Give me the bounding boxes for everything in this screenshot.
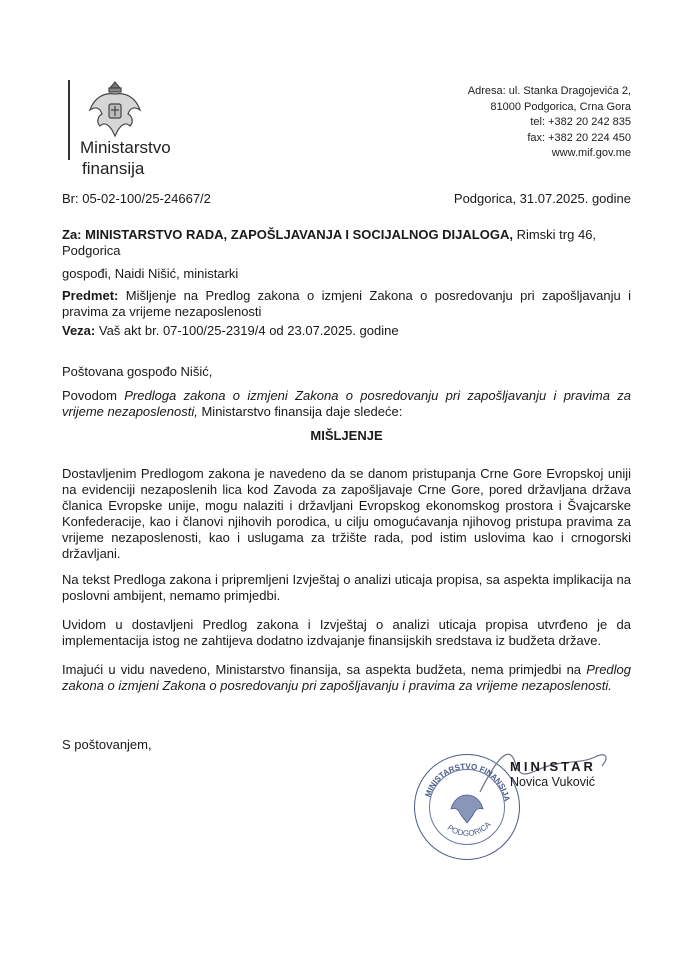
paragraph-1: Dostavljenim Predlogom zakona je navedeno da se danom pristupanja Crne Gore Evropskoj uniji na evidenciji nezaposlenih lica kod Zavoda za zapošljavaje Crne Gore, pored državljana država članica Evropske unije, mogu nalaziti i državljani Evropskog ekonomskog prostora i Švajcarske Konfederacije, kao i članovi njihovih porodica, u cilju omogućavanja njihovog pristupa pravima za vrijeme nezaposlenosti, kao i uslugama za tržište rada, pod istim uslovima kao i crnogorski državljani. xyxy=(62,466,631,561)
address-website: www.mif.gov.me xyxy=(551,147,631,159)
intro-suffix: Ministarstvo finansija daje sledeće: xyxy=(197,404,403,419)
svg-text:MINISTARSTVO FINANSIJA: MINISTARSTVO FINANSIJA xyxy=(423,761,512,803)
intro-paragraph xyxy=(62,388,631,420)
recipient-org: MINISTARSTVO RADA, ZAPOŠLJAVANJA I SOCIJALNOG DIJALOGA, xyxy=(85,227,513,242)
ministry-name-line2: finansija xyxy=(82,159,145,178)
reference-link xyxy=(62,323,631,339)
address-tel: tel: +382 20 242 835 xyxy=(530,116,631,128)
svg-text:PODGORICA: PODGORICA xyxy=(445,819,493,838)
recipient-attention: gospođi, Naidi Nišić, ministarki xyxy=(62,266,239,281)
paragraph-3: Uvidom u dostavljeni Predlog zakona i Izvještaj o analizi uticaja propisa utvrđeno je da implementacija istog ne zahtijeva dodatno izdvajanje finansijskih sredstava iz budžeta države. xyxy=(62,617,631,648)
intro-law-title: Predloga zakona o izmjeni Zakona o posredovanju pri zapošljavanju i pravima za vrijeme nezaposlenosti, xyxy=(62,388,631,419)
subject-text: Mišljenje na Predlog zakona o izmjeni Zakona o posredovanju pri zapošljavanju i pravima za vrijeme nezaposlenosti xyxy=(62,288,631,319)
p4-prefix: Imajući u vidu navedeno, Ministarstvo finansija, sa aspekta budžeta, nema primjedbi na xyxy=(62,662,587,677)
closing: S poštovanjem, xyxy=(62,737,152,752)
letterhead-rule xyxy=(68,80,70,160)
ministry-address-block xyxy=(468,84,631,162)
salutation: Poštovana gospođo Nišić, xyxy=(62,364,213,379)
recipient-address: Rimski trg 46, xyxy=(516,227,597,242)
reference-number: Br: 05-02-100/25-24667/2 xyxy=(62,191,211,206)
paragraph-2: Na tekst Predloga zakona i pripremljeni Izvještaj o analizi uticaja propisa, sa aspekta implikacija na poslovni ambijent, nemamo primjedbi. xyxy=(62,572,631,603)
place-date: Podgorica, 31.07.2025. godine xyxy=(453,191,631,206)
subject xyxy=(62,288,631,320)
link-label: Veza: xyxy=(62,323,96,338)
address-city: 81000 Podgorica, Crna Gora xyxy=(490,100,631,113)
opinion-heading: MIŠLJENJE xyxy=(310,428,383,443)
recipient-city: Podgorica xyxy=(62,243,121,258)
link-text: Vaš akt br. 07-100/25-2319/4 od 23.07.2025. godine xyxy=(98,323,399,338)
p4-law-title: Predlog zakona o izmjeni Zakona o posredovanju pri zapošljavanju i pravima za vrijeme nezaposlenosti. xyxy=(62,662,631,693)
intro-prefix: Povodom xyxy=(62,388,125,403)
ministry-name-line1: Ministarstvo xyxy=(80,138,171,157)
recipient xyxy=(62,227,631,259)
signatory-name: Novica Vuković xyxy=(510,775,595,789)
signatory-title: MINISTAR xyxy=(510,759,596,774)
address-street: Adresa: ul. Stanka Dragojevića 2, xyxy=(467,85,631,97)
ministry-name xyxy=(80,137,171,179)
recipient-label: Za: xyxy=(62,227,82,242)
address-fax: fax: +382 20 224 450 xyxy=(527,131,631,144)
coat-of-arms-icon xyxy=(86,80,144,138)
subject-label: Predmet: xyxy=(62,288,119,303)
paragraph-4 xyxy=(62,662,631,694)
